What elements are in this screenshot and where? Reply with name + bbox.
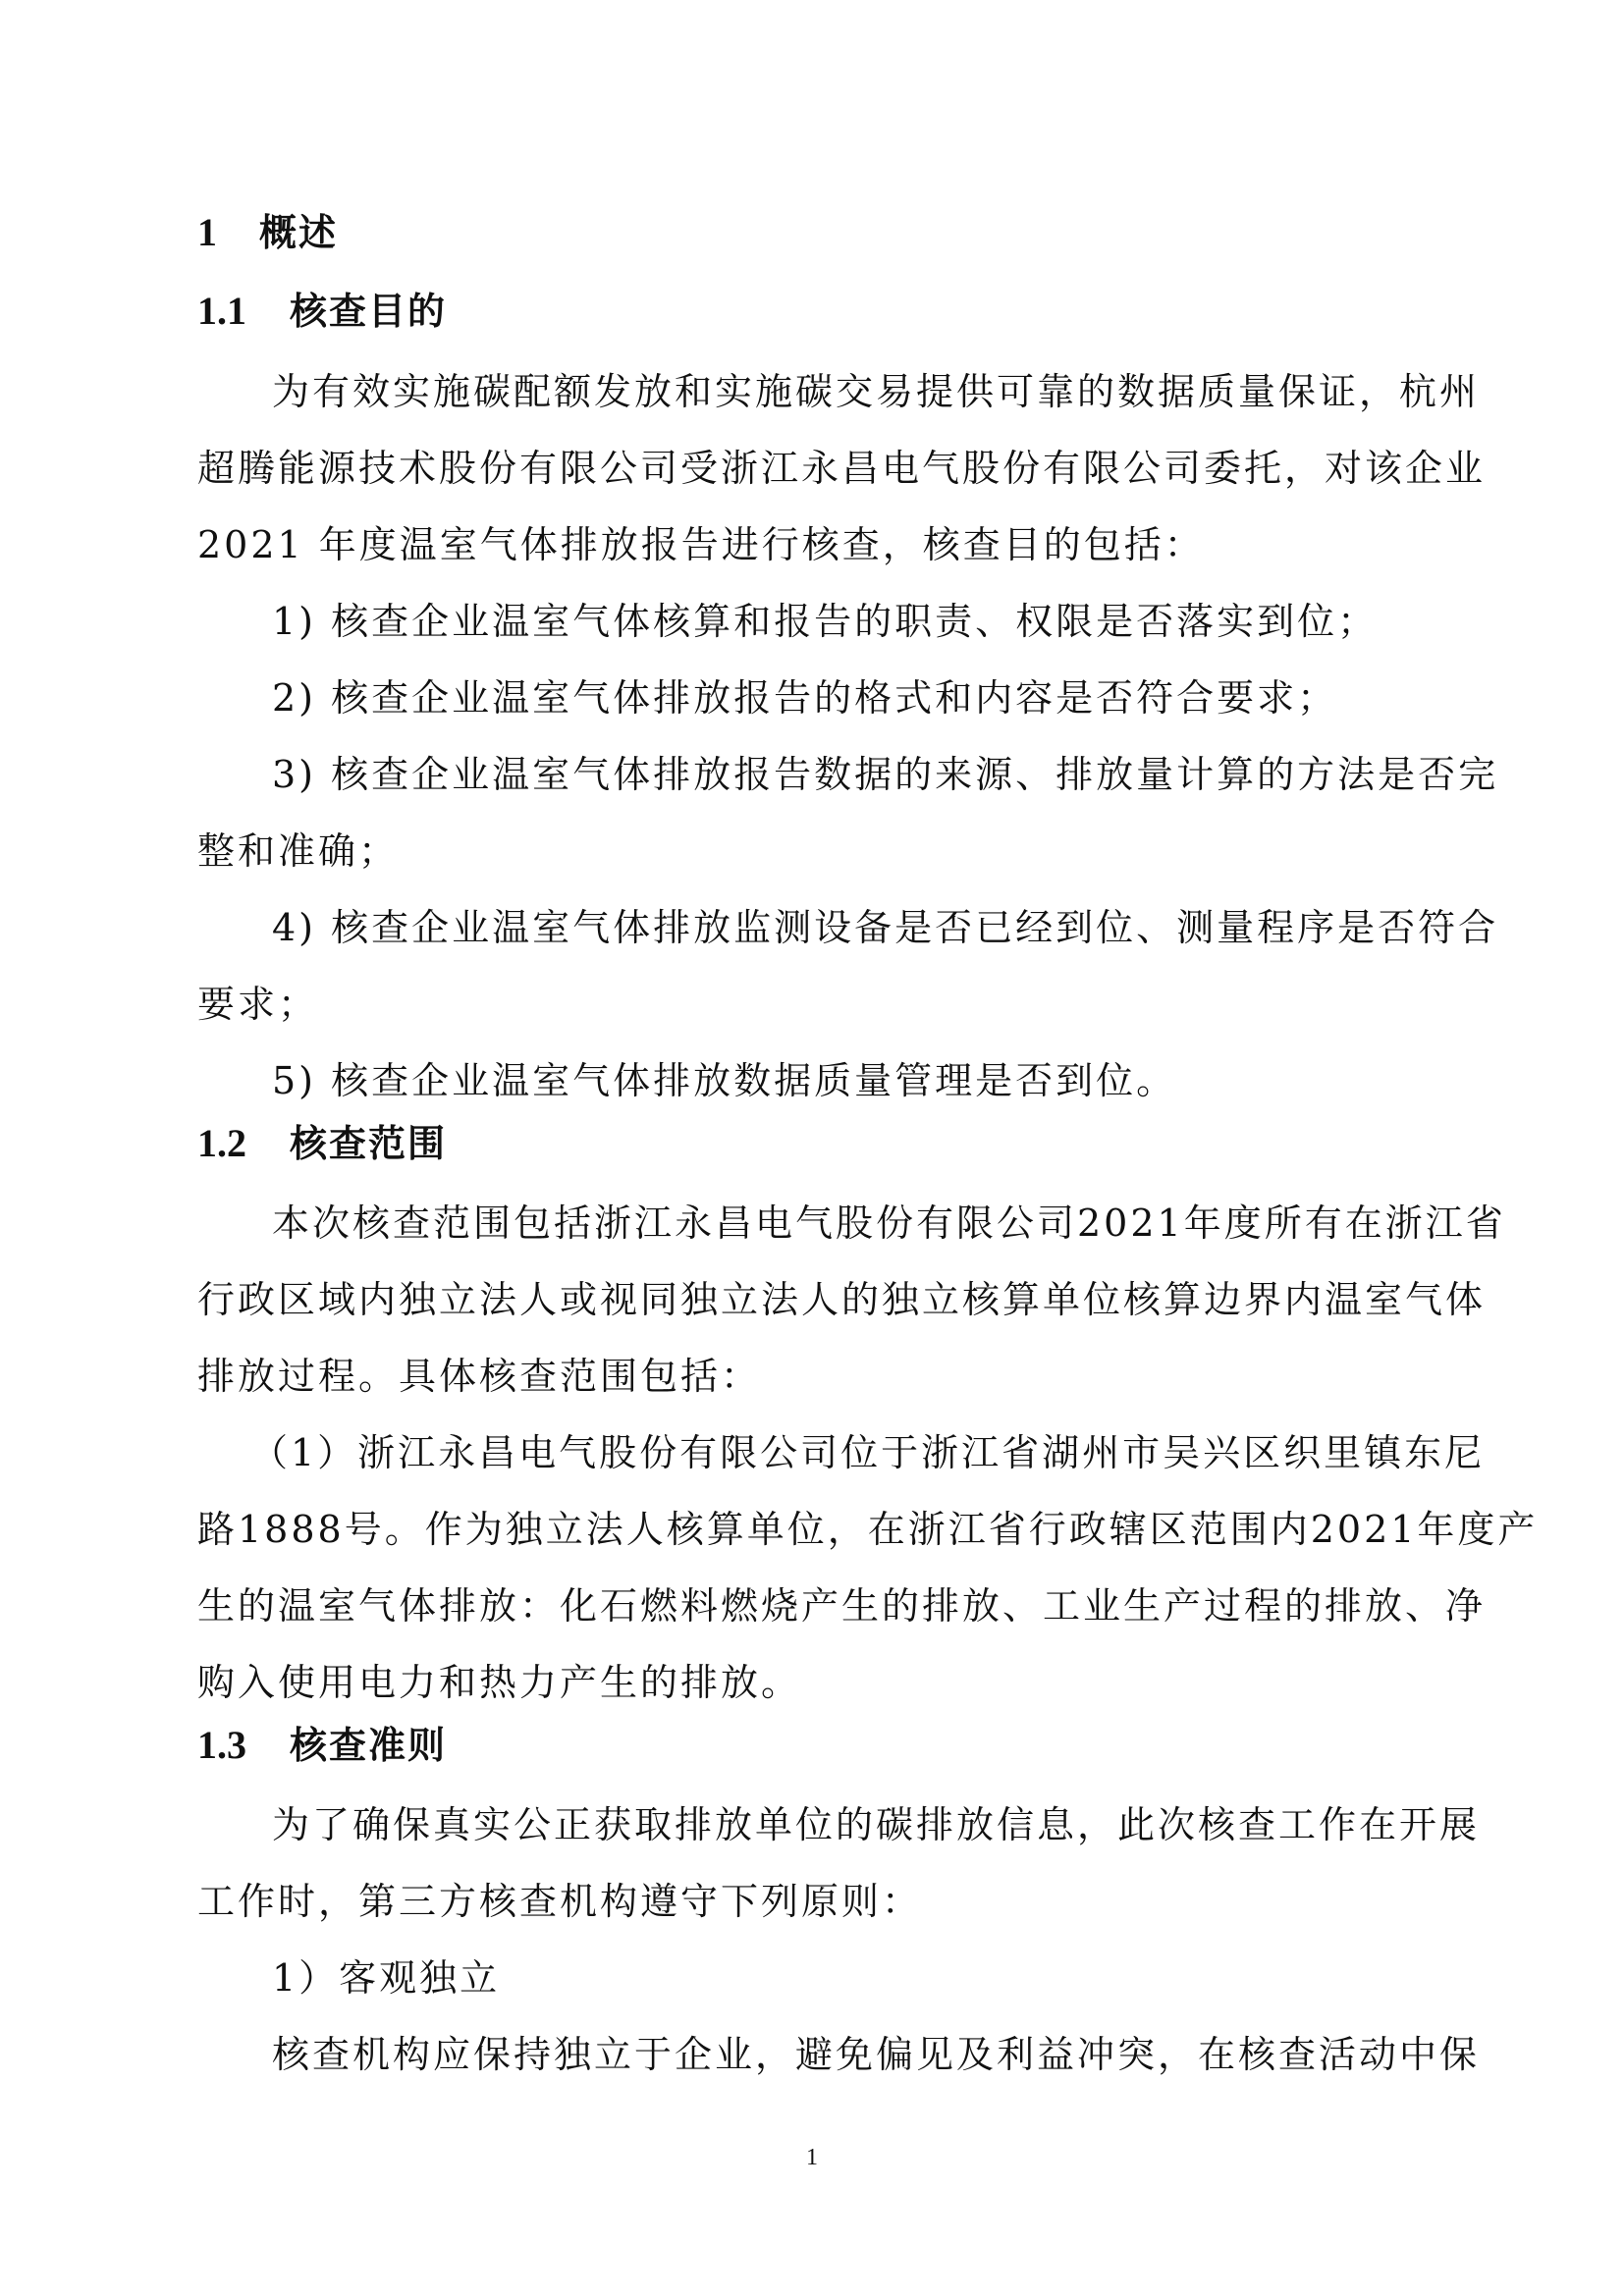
paragraph-line: 行政区域内独立法人或视同独立法人的独立核算单位核算边界内温室气体	[197, 1278, 1487, 1321]
list-item: 1) 核查企业温室气体核算和报告的职责、权限是否落实到位；	[272, 600, 1379, 643]
list-item: 3) 核查企业温室气体排放报告数据的来源、排放量计算的方法是否完	[272, 753, 1499, 796]
section-1-1-number: 1.1	[197, 289, 246, 333]
section-1-1-title: 核查目的	[290, 290, 448, 333]
list-item-continuation: 要求；	[197, 983, 319, 1026]
paragraph-line: 工作时，第三方核查机构遵守下列原则：	[197, 1880, 923, 1923]
paragraph-line: 核查机构应保持独立于企业，避免偏见及利益冲突，在核查活动中保	[272, 2033, 1481, 2076]
section-1-title: 概述	[259, 211, 339, 254]
paragraph-line: 购入使用电力和热力产生的排放。	[197, 1661, 802, 1704]
paragraph-line: 为有效实施碳配额发放和实施碳交易提供可靠的数据质量保证，杭州	[272, 370, 1481, 413]
paragraph-line: （1）浙江永昌电气股份有限公司位于浙江省湖州市吴兴区织里镇东尼	[250, 1431, 1486, 1474]
list-item: 4) 核查企业温室气体排放监测设备是否已经到位、测量程序是否符合	[272, 906, 1499, 949]
section-1-2-title: 核查范围	[290, 1122, 448, 1165]
section-1-number: 1	[197, 210, 217, 254]
page-number: 1	[806, 2145, 818, 2170]
section-1-3-title: 核查准则	[290, 1724, 448, 1767]
paragraph-line: 生的温室气体排放：化石燃料燃烧产生的排放、工业生产过程的排放、净	[197, 1584, 1487, 1628]
list-item: 5) 核查企业温室气体排放数据质量管理是否到位。	[272, 1059, 1177, 1102]
paragraph-line: 2021 年度温室气体排放报告进行核查，核查目的包括：	[197, 523, 1205, 566]
section-1-3-number: 1.3	[197, 1723, 246, 1767]
paragraph-line: 路1888号。作为独立法人核算单位，在浙江省行政辖区范围内2021年度产	[197, 1508, 1539, 1551]
paragraph-line: 为了确保真实公正获取排放单位的碳排放信息，此次核查工作在开展	[272, 1803, 1481, 1846]
list-item-continuation: 整和准确；	[197, 829, 400, 873]
paragraph-line: 超腾能源技术股份有限公司受浙江永昌电气股份有限公司委托，对该企业	[197, 447, 1487, 490]
list-item: 2) 核查企业温室气体排放报告的格式和内容是否符合要求；	[272, 676, 1338, 720]
paragraph-line: 本次核查范围包括浙江永昌电气股份有限公司2021年度所有在浙江省	[272, 1201, 1506, 1245]
list-item: 1）客观独立	[272, 1956, 501, 2000]
section-1-2-number: 1.2	[197, 1121, 246, 1165]
paragraph-line: 排放过程。具体核查范围包括：	[197, 1355, 762, 1398]
